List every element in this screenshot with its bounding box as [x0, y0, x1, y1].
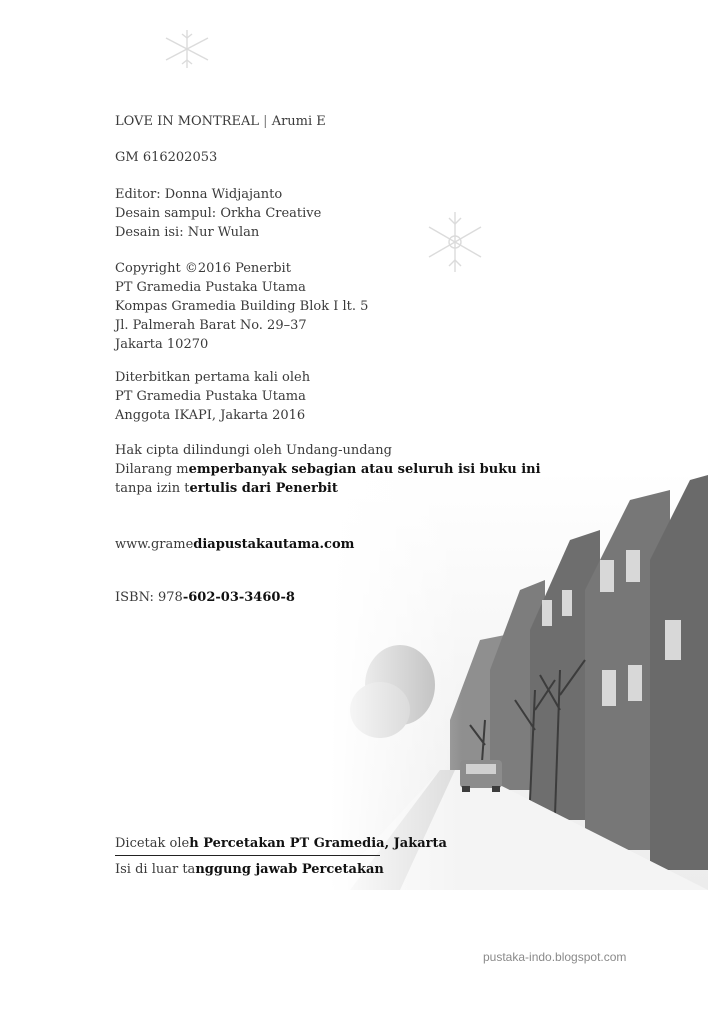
printer-part: Dicetak ole: [115, 836, 190, 851]
printer-disclaimer-part: nggung jawab Percetakan: [195, 862, 384, 877]
credit-line: Editor: Donna Widjajanto: [115, 187, 283, 202]
watermark-text: pustaka-indo.blogspot.com: [483, 950, 627, 964]
website-part: diapustakautama.com: [193, 537, 355, 552]
rights-line-part: emperbanyak sebagian atau seluruh isi buku ini: [188, 462, 541, 477]
printer-disclaimer-part: Isi di luar ta: [115, 862, 196, 877]
website-line: [115, 535, 354, 554]
isbn-part: -602-03-3460-8: [182, 590, 295, 605]
rights-line-part: ertulis dari Penerbit: [189, 481, 338, 496]
copyright-line: Jakarta 10270: [115, 337, 209, 352]
rights-line-part: Dilarang m: [115, 462, 189, 477]
copyright-line: Jl. Palmerah Barat No. 29–37: [115, 318, 307, 333]
printer-disclaimer-line: [115, 860, 384, 879]
credit-line: Desain sampul: Orkha Creative: [115, 206, 322, 221]
credit-line: Desain isi: Nur Wulan: [115, 225, 260, 240]
printer-part: h Percetakan PT Gramedia, Jakarta: [189, 836, 447, 851]
title-separator: |: [263, 114, 268, 129]
publication-line: Diterbitkan pertama kali oleh: [115, 370, 311, 385]
copyright-line: Kompas Gramedia Building Blok I lt. 5: [115, 299, 369, 314]
publication-line: PT Gramedia Pustaka Utama: [115, 389, 306, 404]
book-author: Arumi E: [271, 114, 326, 129]
rights-block: [115, 441, 541, 498]
credits-block: [115, 185, 321, 242]
product-code: [115, 148, 217, 167]
street-illustration: [330, 470, 708, 890]
copyright-line: Copyright ©2016 Penerbit: [115, 261, 291, 276]
snowflake-icon: [158, 28, 216, 70]
book-title: LOVE IN MONTREAL: [115, 114, 260, 129]
printer-line: [115, 834, 447, 853]
snowflake-icon: [425, 210, 485, 274]
copyright-line: PT Gramedia Pustaka Utama: [115, 280, 306, 295]
isbn-part: ISBN: 978: [115, 590, 183, 605]
rights-line: [115, 460, 541, 479]
printer-divider: [115, 855, 380, 856]
product-code-text: GM 616202053: [115, 150, 218, 165]
rights-line-part: tanpa izin t: [115, 481, 190, 496]
website-part: www.grame: [115, 537, 194, 552]
publication-line: Anggota IKAPI, Jakarta 2016: [115, 408, 306, 423]
rights-line: Hak cipta dilindungi oleh Undang-undang: [115, 443, 392, 458]
rights-line: [115, 479, 541, 498]
isbn-line: [115, 588, 295, 607]
publication-block: [115, 368, 310, 425]
title-line: [115, 112, 326, 131]
copyright-block: [115, 259, 368, 354]
